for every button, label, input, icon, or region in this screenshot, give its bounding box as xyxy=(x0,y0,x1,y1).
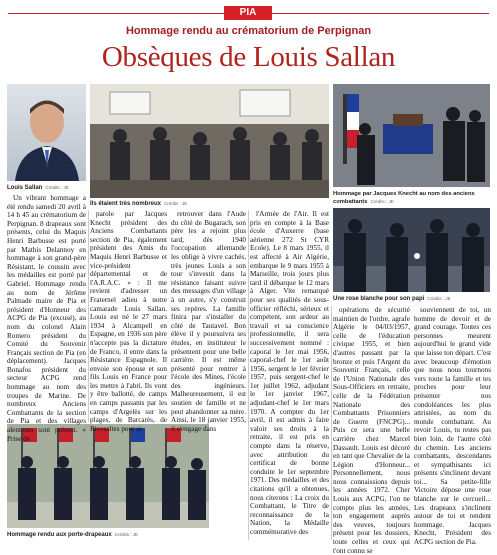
article-column-6 xyxy=(414,306,491,547)
photo-credit: Crédits : JE xyxy=(114,532,138,537)
column-text: opérations de sécurité maintien de l'ordre, agrafe Algérie le 04/03/1957, celle de l'éducation civique 1955, et bien d'autres passant par la bronze et puis l'Argent du Souvenir Français, celle de l'Union Nationale des Sous-Officiers en retraite, celle de la Fédération Nationale des Combattants Prisonniers de Guerre (FNCPG)... Puis ce sera une belle carrière chez Marcel Dassault. Louis est décoré en tant que Chevalier de la Légion d'Honneur... Personnellement, nous nous connaissions depuis les années 1972. Cher Louis aux ACPG, l'on ne compte plus les années, ton engagement auprès des veuves, toujours présent pour les dossiers, toute celles et ceux qui t'ont connu se xyxy=(333,306,410,555)
article-column-1 xyxy=(7,194,86,443)
crowd-photo xyxy=(90,84,329,198)
portrait-photo xyxy=(7,84,86,181)
column-text: Un vibrant hommage a été rendu samedi 20 avril à 14 h 45 au crématorium de Perpignan. 8 drapeaux sont présents, celui du Maquis Henri Barbusse est porté par Mathis Delannoy en hommage à son grand-père Résistant, le coussin avec les médailles est porté par Gabriel. Hommage rendu au nom de Jérôme Palmade maire de Pia et président d'Honneur des ACPG de Pia (excusé), au nom du colonel Alain Romero président du Comité du Souvenir Français section de Pia (en déplacement). Jacques Bonafos président du secteur ACPG rend hommage au nom des troupes de Marine. De nombreux Anciens Combattants de la section de Pia et des villages alentours sont présent. « Prise de xyxy=(7,194,86,443)
article-column-3 xyxy=(171,210,246,433)
rose-photo xyxy=(333,208,490,292)
caption-text: Hommage rendu aux porte-drapeaux xyxy=(7,532,112,538)
photo-credit: Crédits : JE xyxy=(370,199,394,204)
article-column-5 xyxy=(333,306,410,555)
column-text: parole par Jacques Knecht président des Anciens Combattants section de Pia, également président des Amis du Maquis Henri Barbusse et vice-président départemental et de l'A.R.A.C. » : Il me revient d'adresser un Fraternel adieu à notre camarade Louis Sallan. Louis est né le 27 mars 1934 à Alcampell en Espagne, en 1936 son père n'accepte pas la dictature de Franco, il entre dans la Résistance Espagnole. Il envoie son épouse et son fils Louis en France pour les mettre à l'abri. Ils vont y être ballotté, de camps en camps passants par les camps d'Argelès sur les plages, de Barcarès, de Rivesaltes pour se xyxy=(90,210,167,433)
article-column-2 xyxy=(90,210,167,433)
caption-text: Louis Sallan xyxy=(7,185,43,191)
wreath-photo xyxy=(333,84,490,187)
column-divider xyxy=(248,210,249,540)
article-column-4 xyxy=(250,210,329,540)
photo-credit: Crédits : JE xyxy=(164,201,188,206)
crowd-caption xyxy=(90,201,187,207)
caption-text: Ils étaient très nombreux xyxy=(90,201,162,207)
photo-credit: Crédits : JE xyxy=(45,185,69,190)
column-text: l'Armée de l'Air. Il est pris en compte à la Base école d'Auxerre (base aérienne 272 St CYR Ecole). Le 8 mars 1955, il est affecté à Air Algérie, embarque le 9 mars 1955 à Marseille, trois jours plus tard il débarque le 12 mars à Alger. Vite remarqué pour ses qualités de sous-officier réfléchi, sérieux et compétent, son ardeur au travail et sa conscience professionnelle, il sera successivement nommé : caporal le 1er mai 1956, caporal-chef le 1er août 1956, sergent le 1er février 1957, puis sergent-chef le 1er juillet 1962, adjudant le 1er janvier 1967, adjudant-chef le 1er mars 1970. A compter du 1er avril, il est admis à faire valoir ses droits à la retraite, il est pris en compte dans la réserve, avec attribution du certificat de bonne conduite le 1er septembre 1971. Des médailles et des citations qu'il a obtenues, nous citerons : La croix du Combattant, le Titre de reconnaissance de la Nation, la Médaille commémorative des xyxy=(250,210,329,536)
column-divider xyxy=(88,210,89,422)
portrait-caption xyxy=(7,185,69,191)
photo-credit: Crédits : JE xyxy=(427,296,451,301)
rose-caption xyxy=(333,296,451,302)
caption-text: Une rose blanche pour son papi xyxy=(333,296,425,302)
column-divider xyxy=(331,306,332,540)
column-text: retrouver dans l'Aude du côté de Bugarach, son père les a rejoint plus tard, dès 1940 l'occupation allemande les oblige à vivre cachés, très jeunes Louis a son tour s'investit dans la résistance faisant suivre des messages d'un village à un autre, s'y construit ses repères. La famille finira par s'installer du côté de Tautavel. Bon élève il y poursuivra ses études, en instituteur le présentent pour une belle carrière. Il est même présenté pour rentrer à l'école des Mines, l'école des ingénieurs. Malheureusement, il est soutien de famille et ne peut abandonner sa mère. Ainsi, le 18 janvier 1955, il s'engage dans xyxy=(171,210,246,433)
wreath-caption xyxy=(333,191,490,206)
caption-text: Hommage par Jacques Knecht au nom des anciens combattants xyxy=(333,191,475,205)
kicker: Hommage rendu au crématorium de Perpignan xyxy=(125,25,372,37)
flagbearers-caption xyxy=(7,532,138,538)
column-text: souviennent de toi, un homme de devoir et de grand courage. Toutes ces personnes meurent aujourd'hui le grand vide que laisse ton départ. C'est avec beaucoup d'émotion que nous nous tournons vers toute la famille et tes proches pour leur présenter nos condoléances les plus attristées, au nom du monde combattant. Au revoir Louis, tu restes pas bien loin, de l'autre côté du chemin. Les anciens combattants, descendants et sympathisants ici présents s'inclinent devant toi... Sa petite-fille Victoire dépose une rose blanche sur le cercueil... Les drapeaux s'inclinent autour de toi et rendent hommage. Jacques Knecht, Président des ACPG section de Pia. xyxy=(414,306,491,547)
headline: Obsèques de Louis Sallan xyxy=(101,41,396,73)
section-tag: PIA xyxy=(224,6,272,20)
